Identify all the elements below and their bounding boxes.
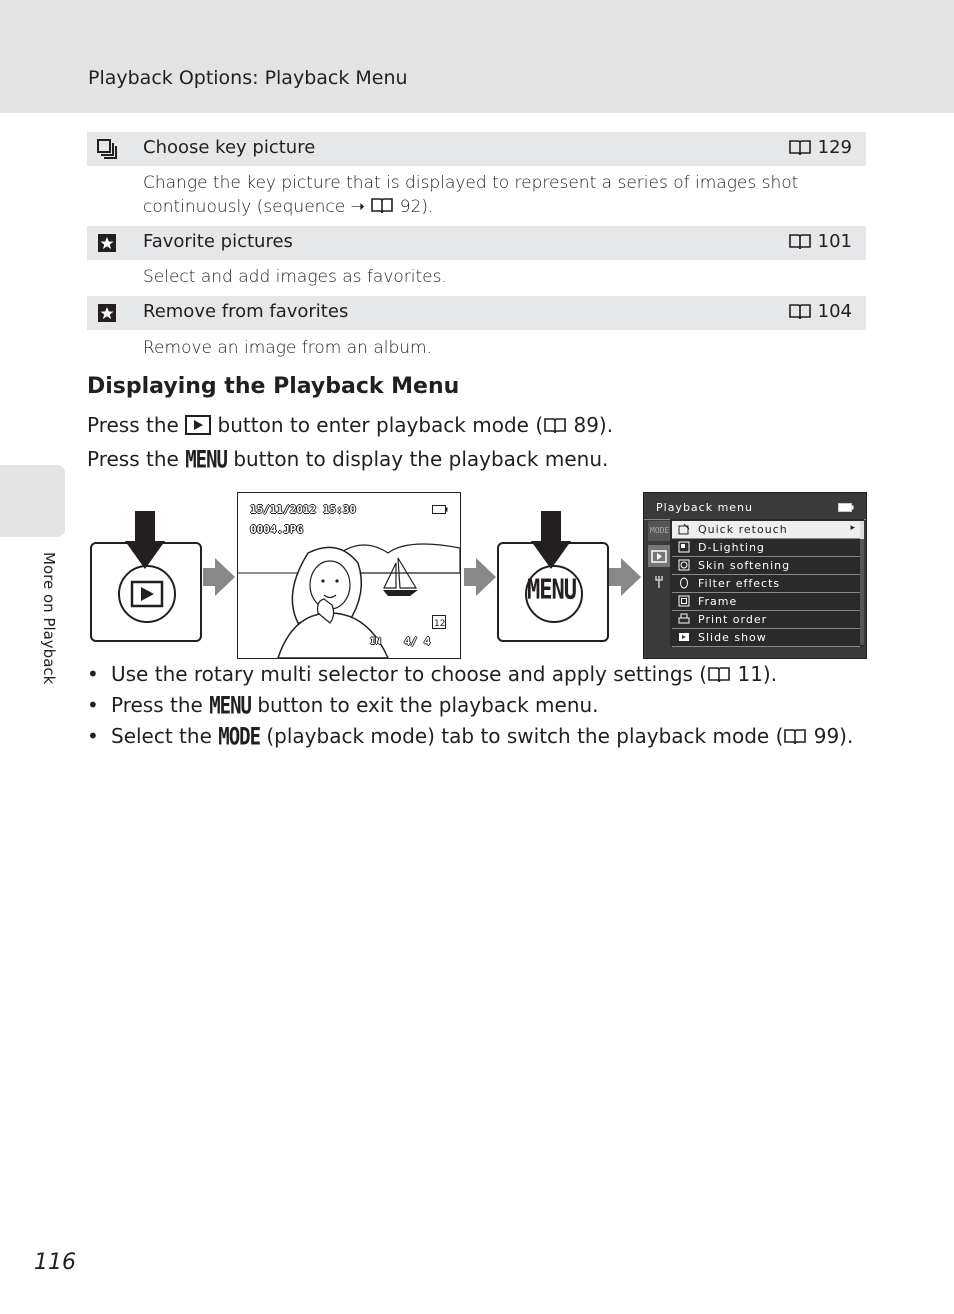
arrow-icon: ➝	[350, 197, 365, 217]
page-reference-number: 129	[817, 137, 852, 158]
table-label: Favorite pictures	[143, 231, 293, 252]
bullet-text: Select the	[111, 724, 212, 748]
menu-button-label: MENU	[527, 574, 576, 607]
filter-effects-icon	[678, 577, 690, 589]
mode-tab[interactable]	[648, 521, 670, 541]
book-icon	[788, 139, 812, 157]
next-step-arrow-icon	[464, 556, 496, 598]
section-title: Displaying the Playback Menu	[87, 374, 460, 399]
mode-tab-glyph: MODE	[218, 723, 261, 751]
table-description	[143, 171, 803, 219]
image-mode-icon	[432, 615, 446, 629]
submenu-arrow-icon: ▸	[850, 523, 856, 533]
menu-item-skin-softening[interactable]	[672, 557, 860, 575]
bullet-text: (playback mode) tab to switch the playback mode (	[266, 724, 784, 748]
bullet-text: Use the rotary multi selector to choose and apply settings (	[111, 662, 708, 686]
menu-item-label: Frame	[698, 595, 738, 608]
slide-show-icon	[678, 631, 690, 643]
instruction-text: Press the	[87, 413, 179, 437]
instruction-text: Press the	[87, 447, 179, 471]
photo-datetime: 15/11/2012 15:30	[250, 503, 356, 516]
header-band	[0, 0, 954, 113]
page-reference	[788, 231, 852, 252]
menu-button-glyph: MENU	[209, 692, 251, 720]
playback-button-icon	[185, 415, 211, 435]
menu-item-label: Quick retouch	[698, 523, 788, 536]
menu-item-label: Skin softening	[698, 559, 791, 572]
page-reference-number: 104	[817, 301, 852, 322]
description-text: Change the key picture that is displayed to represent a series of images shot continuously (sequence	[143, 173, 799, 217]
portrait-photo	[238, 493, 460, 658]
menu-item-frame[interactable]	[672, 593, 860, 611]
bullet-item-1: • Use the rotary multi selector to choose and apply settings ( 11).	[87, 662, 778, 686]
menu-item-print-order[interactable]	[672, 611, 860, 629]
menu-item-d-lighting[interactable]	[672, 539, 860, 557]
book-icon	[707, 666, 731, 684]
page-reference	[788, 301, 852, 322]
table-description: Remove an image from an album.	[143, 338, 432, 358]
instruction-text: button to enter playback mode (	[217, 413, 544, 437]
instruction-reference: 89).	[573, 413, 614, 437]
table-row-choose-key-picture	[87, 132, 866, 166]
bullet-text: button to exit the playback menu.	[257, 693, 599, 717]
playback-tab-icon	[648, 545, 670, 567]
book-icon	[788, 303, 812, 321]
menu-item-filter-effects[interactable]	[672, 575, 860, 593]
press-arrow-icon	[531, 511, 571, 571]
internal-memory-icon: IN	[370, 637, 381, 647]
frame-icon	[678, 595, 690, 607]
photo-filename: 0004.JPG	[250, 523, 303, 536]
playback-tab[interactable]	[648, 545, 670, 567]
menu-item-label: Print order	[698, 613, 768, 626]
favorite-star-icon	[97, 233, 117, 253]
book-icon	[370, 197, 394, 215]
menu-item-slide-show[interactable]	[672, 629, 860, 647]
bullet-item-3: • Select the MODE (playback mode) tab to switch the playback mode ( 99).	[87, 723, 854, 751]
menu-item-label: Filter effects	[698, 577, 781, 590]
camera-photo-screen	[237, 492, 461, 659]
table-row-remove-from-favorites	[87, 296, 866, 330]
menu-item-label: D-Lighting	[698, 541, 765, 554]
d-lighting-icon	[678, 541, 690, 553]
skin-softening-icon	[678, 559, 690, 571]
bullet-reference: 99).	[813, 724, 854, 748]
playback-menu-screen	[643, 492, 867, 659]
quick-retouch-icon	[678, 523, 690, 535]
menu-button-glyph: MENU	[185, 446, 227, 474]
playback-menu-title: Playback menu	[656, 501, 754, 514]
bullet-reference: 11).	[737, 662, 778, 686]
book-icon	[788, 233, 812, 251]
next-step-arrow-icon	[609, 556, 641, 598]
print-order-icon	[678, 613, 690, 625]
menu-scrollbar[interactable]	[860, 521, 864, 645]
menu-item-label: Slide show	[698, 631, 767, 644]
book-icon	[783, 728, 807, 746]
table-description: Select and add images as favorites.	[143, 267, 447, 287]
press-arrow-icon	[125, 511, 165, 571]
instruction-paragraph-1	[87, 413, 613, 437]
instruction-paragraph-2	[87, 446, 609, 474]
page-number: 116	[34, 1250, 76, 1275]
battery-icon	[432, 505, 448, 514]
wrench-icon	[648, 571, 670, 593]
page-reference	[788, 137, 852, 158]
remove-favorite-icon	[97, 303, 117, 323]
key-picture-icon	[97, 139, 117, 159]
table-row-favorite-pictures	[87, 226, 866, 260]
instruction-text: button to display the playback menu.	[233, 447, 609, 471]
page-header-title: Playback Options: Playback Menu	[88, 67, 408, 89]
svg-text:12: 12	[434, 619, 446, 629]
battery-icon	[838, 503, 854, 512]
description-reference: 92).	[399, 197, 434, 217]
bullet-item-2: • Press the MENU button to exit the playback menu.	[87, 692, 599, 720]
bullet-text: Press the	[111, 693, 203, 717]
book-icon	[543, 417, 567, 435]
menu-item-quick-retouch[interactable]	[672, 521, 860, 539]
side-tab	[0, 465, 65, 537]
table-label: Choose key picture	[143, 137, 316, 158]
page-reference-number: 101	[817, 231, 852, 252]
next-step-arrow-icon	[203, 556, 235, 598]
setup-tab[interactable]	[648, 571, 670, 593]
table-label: Remove from favorites	[143, 301, 349, 322]
mode-tab-icon: MODE	[650, 526, 670, 535]
photo-counter: 4/ 4	[404, 635, 431, 648]
side-tab-label: More on Playback	[40, 552, 58, 685]
menu-scrollbar-thumb[interactable]	[860, 521, 864, 539]
